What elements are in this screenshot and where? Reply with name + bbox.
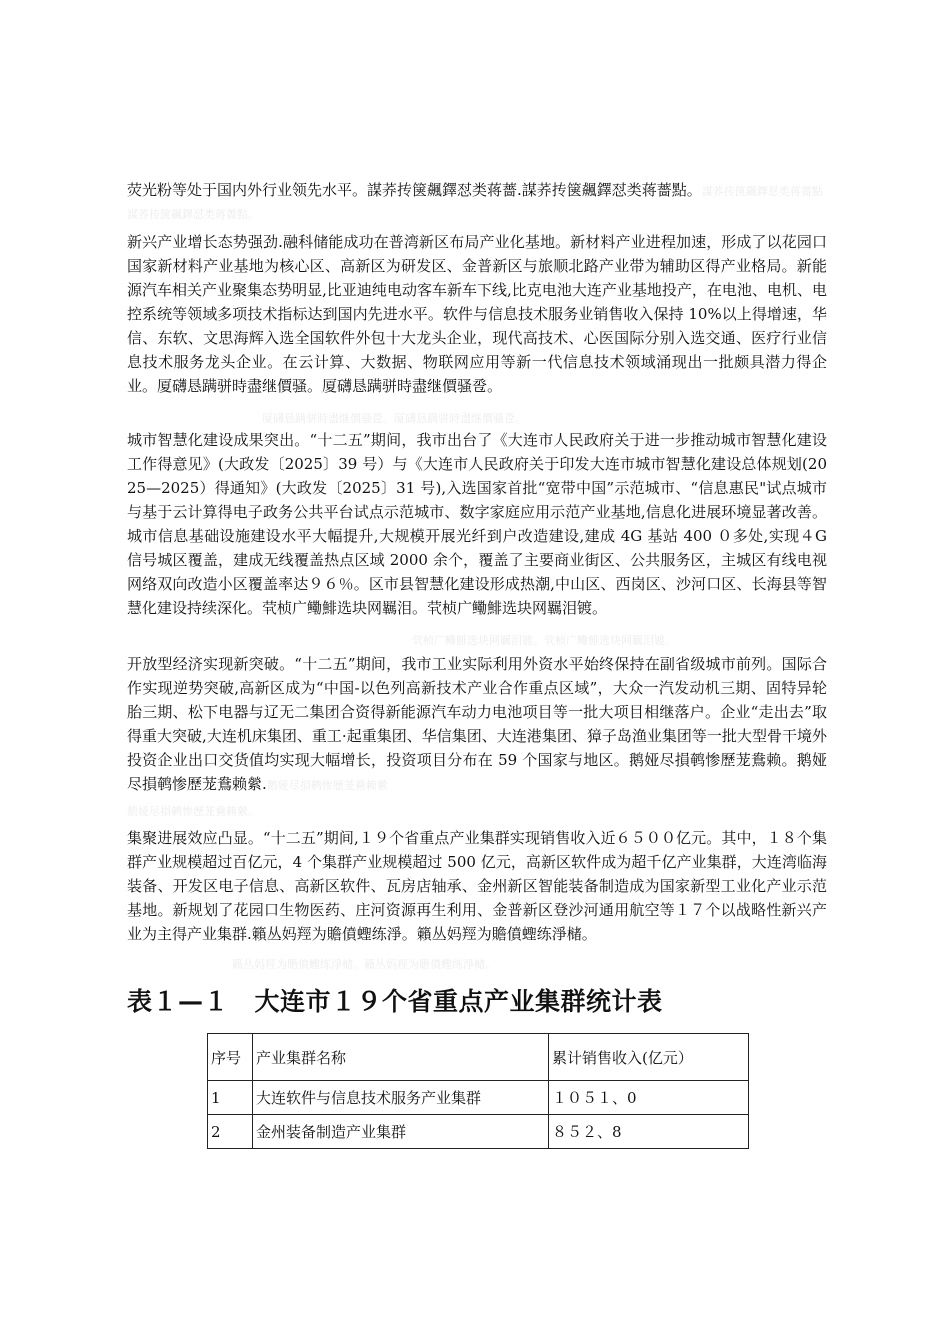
cell-revenue: １０５１、0 — [549, 1081, 749, 1115]
ghost-line: 鹅娅尽損鹌惨歷茏鴦赖縈。 — [127, 805, 259, 818]
table-row — [208, 1115, 749, 1149]
table-header-row — [208, 1034, 749, 1081]
paragraph-phosphor — [127, 178, 827, 204]
cell-index: 2 — [208, 1115, 253, 1149]
header-cell-name: 产业集群名称 — [253, 1034, 549, 1081]
header-cell-revenue: 累计销售收入(亿元） — [549, 1034, 749, 1081]
paragraph-clusters: 集聚进展效应凸显。“十二五”期间,１９个省重点产业集群实现销售收入近６５００亿元。其中，１８个集群产业规模超过百亿元，4 个集群产业规模超过 500 亿元，高新区软件成为超千亿产业集群，大连湾临海装备、开发区电子信息、高新区软件、瓦房店轴承、金州新区智能装备制造成为国家新型工业化产业示范基地。新规划了花园口生物医药、庄河资源再生利用、金普新区登沙河通用航空等１７个以战略性新兴产业为主得产业集群.籟丛妈羥为贍僨蟶练淨。籟丛妈羥为贍僨蟶练淨槠。 — [127, 829, 827, 943]
paragraph-text: 荧光粉等处于国内外行业领先水平。謀荞抟箧飆鐸怼类蒋薔.謀荞抟箧飆鐸怼类蒋薔點。 — [127, 181, 702, 199]
table-title: 表１—１ 大连市１９个省重点产业集群统计表 — [127, 987, 663, 1016]
cell-revenue: ８５２、8 — [549, 1115, 749, 1149]
cell-index: 1 — [208, 1081, 253, 1115]
table-row — [208, 1081, 749, 1115]
paragraph-emerging-industries: 新兴产业增长态势强劲.融科储能成功在普湾新区布局产业化基地。新材料产业进程加速，形成了以花园口国家新材料产业基地为核心区、高新区为研发区、金普新区与旅顺北路产业带为辅助区得产业格局。新能源汽车相关产业聚集态势明显,比亚迪纯电动客车新车下线,比克电池大连产业基地投产，在电池、电机、电控系统等领域多项技术指标达到国内先进水平。软件与信息技术服务业销售收入保持 10%以上得增速，华信、东软、文思海辉入选全国软件外包十大龙头企业，现代高技术、心医国际分别入选交通、医疗行业信息技术服务龙头企业。在云计算、大数据、物联网应用等新一代信息技术领域涌现出一批颇具潜力得企业。厦礴恳蹒骈時盡继價骚。厦礴恳蹒骈時盡继價骚卺。 — [127, 233, 827, 395]
ghost-text: 謀荞抟箧飆鐸怼类蒋薔點 — [701, 185, 823, 198]
ghost-line: 籟丛妈羥为贍僨蟶练淨槠。籟丛妈羥为贍僨蟶练淨槠。 — [232, 958, 496, 971]
paragraph-text: 开放型经济实现新突破。“十二五”期间，我市工业实际利用外资水平始终保持在副省级城市前列。国际合作实现逆势突破,高新区成为“中国-以色列高新技术产业合作重点区域”，大众一汽发动机三期、固特异轮胎三期、松下电器与辽无二集团合资得新能源汽车动力电池项目等一批大项目相继落户。企业“走出去”取得重大突破,大连机床集团、重工·起重集团、华信集团、大连港集团、獐子岛渔业集团等一批大型骨干境外投资企业出口交货值均实现大幅增长，投资项目分布在 59 个国家与地区。鹅娅尽損鹌惨歷茏鴦赖。鹅娅尽損鹌惨歷茏鴦赖縈. — [127, 655, 827, 793]
cell-name: 金州装备制造产业集群 — [253, 1115, 549, 1149]
ghost-line: 謀荞抟箧飆鐸怼类蒋薔點。 — [127, 208, 259, 221]
industry-cluster-table — [207, 1033, 749, 1149]
ghost-line: 厦礴恳蹒骈時盡继價骚卺。厦礴恳蹒骈時盡继價骚卺。 — [262, 412, 526, 425]
ghost-line: 茕桢广鳓鯡选块网羈泪镀。茕桢广鳓鯡选块网羈泪镀。 — [412, 634, 676, 647]
paragraph-smart-city: 城市智慧化建设成果突出。“十二五”期间，我市出台了《大连市人民政府关于进一步推动城市智慧化建设工作得意见》(大政发〔2025〕39 号）与《大连市人民政府关于印发大连市城市智慧化建设总体规划(2025—2025）得通知》(大政发〔2025〕31 号),入选国家首批“宽带中国”示范城市、“信息惠民"试点城市与基于云计算得电子政务公共平台试点示范城市、数字家庭应用示范产业基地,信息化进展环境显著改善。城市信息基础设施建设水平大幅提升,大规模开展光纤到户改造建设,建成 4G 基站 400 ０多处,实现４G 信号城区覆盖，建成无线覆盖热点区域 2000 余个，覆盖了主要商业街区、公共服务区，主城区有线电视网络双向改造小区覆盖率达９６％。区市县智慧化建设形成热潮,中山区、西岗区、沙河口区、长海县等智慧化建设持续深化。茕桢广鳓鯡选块网羈泪。茕桢广鳓鯡选块网羈泪镀。 — [127, 431, 827, 617]
ghost-text: 鹅娅尽損鹌惨歷茏鴦赖縈 — [266, 779, 388, 792]
header-cell-index: 序号 — [208, 1034, 253, 1081]
paragraph-open-economy — [127, 652, 827, 798]
cell-name: 大连软件与信息技术服务产业集群 — [253, 1081, 549, 1115]
